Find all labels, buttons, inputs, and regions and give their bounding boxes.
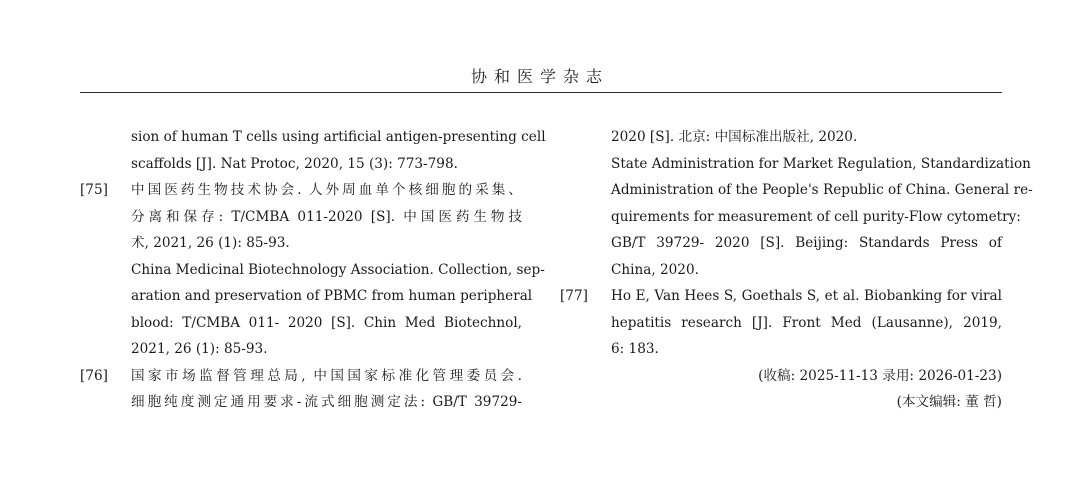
reference-75 <box>80 177 522 204</box>
right-column <box>560 124 1033 416</box>
reference-line: China Medicinal Biotechnology Association. Collection, sep- <box>131 261 545 278</box>
reference-line: China, 2020. <box>611 261 699 278</box>
reference-number: [76] <box>80 367 108 384</box>
reference-line: 中国医药生物技术协会. 人外周血单个核细胞的采集、 <box>131 182 522 198</box>
reference-line: 分离和保存: T/CMBA 011-2020 [S]. 中国医药生物技 <box>131 208 522 225</box>
reference-line: 2020 [S]. 北京: 中国标准出版社, 2020. <box>611 129 858 145</box>
journal-header: 协和医学杂志 <box>470 67 609 86</box>
left-column <box>80 124 546 416</box>
reference-line: Ho E, Van Hees S, Goethals S, et al. Biobanking for viral <box>611 288 1002 304</box>
reference-line: aration and preservation of PBMC from human peripheral <box>131 288 533 304</box>
reference-76 <box>80 363 522 390</box>
reference-line: 2021, 26 (1): 85-93. <box>131 341 268 357</box>
reference-line: 术, 2021, 26 (1): 85-93. <box>131 235 290 251</box>
reference-line: Administration of the People's Republic of China. General re- <box>611 182 1033 198</box>
reference-line: GB/T 39729- 2020 [S]. Beijing: Standards Press of <box>611 235 1002 251</box>
reference-line: blood: T/CMBA 011- 2020 [S]. Chin Med Biotechnol, <box>131 314 522 331</box>
reference-77 <box>560 283 1002 310</box>
reference-line: State Administration for Market Regulation, Standardization <box>611 155 1031 172</box>
header-divider <box>80 92 1002 93</box>
reference-line: 细胞纯度测定通用要求-流式细胞测定法: GB/T 39729- <box>131 394 522 410</box>
reference-number: [77] <box>560 288 588 304</box>
reference-number: [75] <box>80 182 108 198</box>
reference-line: scaffolds [J]. Nat Protoc, 2020, 15 (3): 773-798. <box>131 155 458 172</box>
reference-line: 6: 183. <box>611 341 659 357</box>
reference-line: quirements for measurement of cell purity-Flow cytometry: <box>611 208 1021 225</box>
reference-line: hepatitis research [J]. Front Med (Lausanne), 2019, <box>611 314 1002 331</box>
editor-credit: (本文编辑: 董 哲) <box>896 394 1002 410</box>
reference-line: 国家市场监督管理总局, 中国国家标准化管理委员会. <box>131 367 522 384</box>
reference-line: sion of human T cells using artificial antigen-presenting cell <box>131 129 546 145</box>
received-dates: (收稿: 2025-11-13 录用: 2026-01-23) <box>758 367 1002 384</box>
